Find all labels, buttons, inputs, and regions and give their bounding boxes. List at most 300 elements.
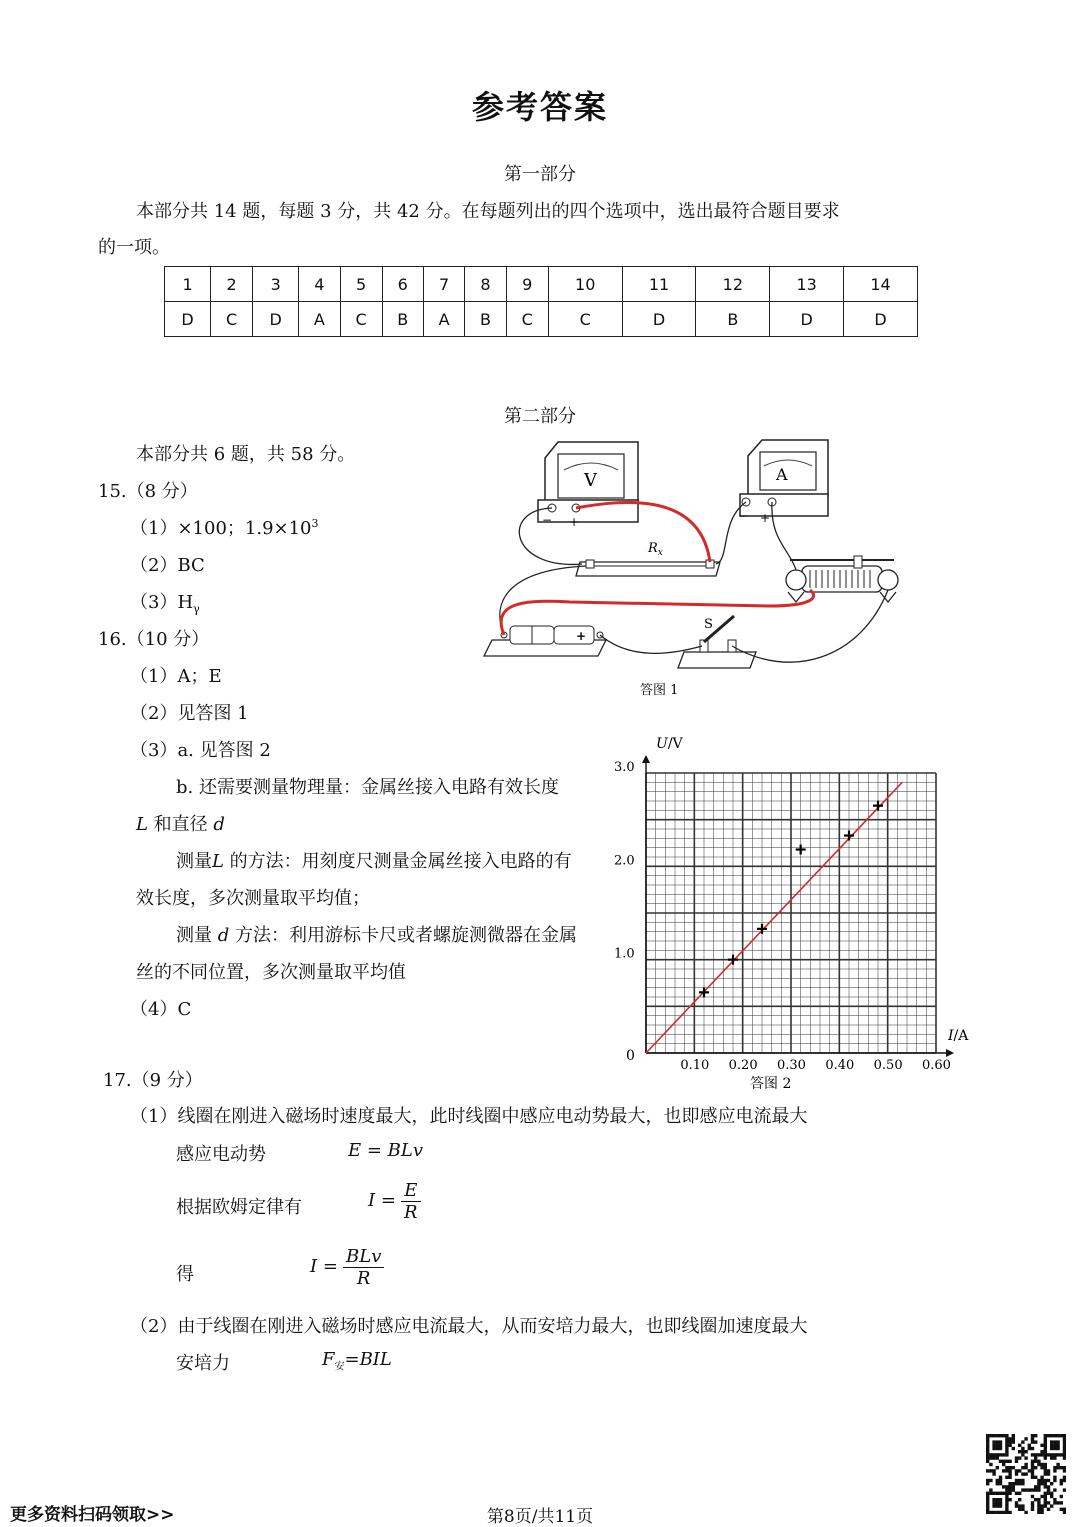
- answer-cell: C: [506, 302, 548, 337]
- qr-module: [1040, 1479, 1043, 1482]
- qr-module: [1040, 1476, 1043, 1479]
- ui-graph: [600, 730, 980, 1100]
- qr-module: [1034, 1440, 1037, 1443]
- qr-module: [989, 1492, 992, 1495]
- qr-module: [1005, 1469, 1008, 1472]
- q17-ohm-equation: I = $\frac{E}{R}$: [368, 1180, 421, 1223]
- qr-module: [1050, 1440, 1053, 1443]
- qr-module: [989, 1488, 992, 1491]
- q17-ohm-label: 根据欧姆定律有: [176, 1197, 302, 1218]
- qr-module: [1021, 1488, 1024, 1491]
- part1-heading: 第一部分: [504, 164, 576, 185]
- q15-answer-3: $(3)H_\gamma$: [130, 592, 200, 616]
- page-title: 参考答案: [471, 88, 608, 126]
- qr-module: [1047, 1434, 1050, 1437]
- qr-module: [999, 1440, 1002, 1443]
- q16-d-method-line2: 丝的不同位置，多次测量取平均值: [136, 962, 406, 983]
- x-tick-label: 0.60: [922, 1058, 951, 1073]
- qr-module: [1012, 1447, 1015, 1450]
- qr-module: [992, 1472, 995, 1475]
- qr-module: [986, 1450, 989, 1453]
- ammeter: [738, 440, 828, 525]
- question-number-cell: 5: [340, 267, 382, 302]
- graph-tick-labels: [614, 760, 951, 1073]
- qr-module: [996, 1434, 999, 1437]
- qr-module: [1044, 1479, 1047, 1482]
- footer-page-number: 第8页/共11页: [486, 1507, 594, 1527]
- qr-module: [996, 1498, 999, 1501]
- q16-answer-1: （1）A；E: [130, 666, 222, 687]
- qr-module: [999, 1492, 1002, 1495]
- qr-module: [1002, 1453, 1005, 1456]
- q17-emf-equation: E = BLv: [348, 1140, 424, 1161]
- qr-module: [999, 1460, 1002, 1463]
- qr-module: [996, 1492, 999, 1495]
- q15-answer-1: （1）×100；$1.9\times 10^3$: [130, 517, 319, 539]
- qr-module: [1012, 1440, 1015, 1443]
- qr-module: [1008, 1437, 1011, 1440]
- qr-module: [1053, 1488, 1056, 1491]
- y-tick-label: 3.0: [614, 760, 635, 775]
- q17-force-label: 安培力: [176, 1353, 230, 1374]
- qr-module: [986, 1460, 989, 1463]
- switch-label: S: [704, 617, 713, 632]
- qr-module: [1044, 1450, 1047, 1453]
- answer-table-number-row: [165, 267, 918, 302]
- qr-module: [1028, 1447, 1031, 1450]
- qr-module: [1018, 1492, 1021, 1495]
- q16-answer-3b-line1: b. 还需要测量物理量：金属丝接入电路有效长度: [176, 777, 559, 798]
- qr-module: [1034, 1498, 1037, 1501]
- qr-module: [992, 1456, 995, 1459]
- qr-module: [1034, 1453, 1037, 1456]
- qr-module: [1008, 1460, 1011, 1463]
- qr-module: [1060, 1495, 1063, 1498]
- ammeter-plus: +: [760, 511, 771, 525]
- qr-module: [1060, 1479, 1063, 1482]
- qr-module: [1005, 1485, 1008, 1488]
- question-number-cell: 11: [622, 267, 696, 302]
- qr-module: [1053, 1479, 1056, 1482]
- answer-cell: D: [253, 302, 299, 337]
- qr-module: [1002, 1463, 1005, 1466]
- qr-module: [1005, 1447, 1008, 1450]
- qr-module: [1047, 1469, 1050, 1472]
- qr-module: [996, 1456, 999, 1459]
- qr-module: [1034, 1488, 1037, 1491]
- q16-l-method-line1: 测量L 的方法：用刻度尺测量金属丝接入电路的有: [176, 851, 572, 872]
- qr-module: [1050, 1434, 1053, 1437]
- qr-module: [1034, 1485, 1037, 1488]
- q15-answer-2: （2）BC: [130, 555, 205, 576]
- qr-module: [1044, 1434, 1047, 1437]
- qr-module: [1050, 1482, 1053, 1485]
- qr-module: [1021, 1479, 1024, 1482]
- qr-module: [1037, 1485, 1040, 1488]
- qr-module: [1063, 1488, 1066, 1491]
- qr-module: [989, 1479, 992, 1482]
- qr-module: [1063, 1434, 1066, 1437]
- part1-intro-line2: 的一项。: [98, 237, 170, 258]
- qr-module: [1063, 1469, 1066, 1472]
- qr-module: [992, 1440, 995, 1443]
- x-tick-label: 0.30: [777, 1058, 806, 1073]
- qr-module: [1031, 1463, 1034, 1466]
- qr-module: [1060, 1453, 1063, 1456]
- answer-cell: B: [382, 302, 423, 337]
- answer-cell: A: [423, 302, 464, 337]
- rx-label: $R_x$: [648, 541, 663, 558]
- qr-module: [986, 1482, 989, 1485]
- answer-cell: D: [770, 302, 844, 337]
- qr-module: [992, 1498, 995, 1501]
- qr-module: [1063, 1437, 1066, 1440]
- voltmeter-plus: +: [569, 515, 580, 529]
- answer-cell: B: [696, 302, 770, 337]
- qr-module: [1037, 1498, 1040, 1501]
- q17-part2-line: （2）由于线圈在刚进入磁场时感应电流最大，从而安培力最大，也即线圈加速度最大: [130, 1316, 808, 1337]
- qr-module: [1024, 1463, 1027, 1466]
- qr-module: [1008, 1485, 1011, 1488]
- qr-module: [1008, 1444, 1011, 1447]
- qr-module: [1028, 1488, 1031, 1491]
- part1-intro-line1: 本部分共 14 题，每题 3 分，共 42 分。在每题列出的四个选项中，选出最符合题目要求: [136, 201, 840, 222]
- rheostat: [786, 556, 898, 602]
- qr-module: [992, 1447, 995, 1450]
- qr-module: [996, 1466, 999, 1469]
- qr-module: [1005, 1492, 1008, 1495]
- y-tick-label: 1.0: [614, 946, 635, 962]
- qr-module: [1008, 1466, 1011, 1469]
- qr-module: [1056, 1463, 1059, 1466]
- question-number-cell: 2: [211, 267, 253, 302]
- fig1-caption: 答图 1: [640, 683, 679, 698]
- voltmeter-minus: −: [542, 513, 553, 527]
- qr-module: [1040, 1495, 1043, 1498]
- qr-module: [999, 1453, 1002, 1456]
- qr-module: [989, 1469, 992, 1472]
- x-tick-label: 0.10: [680, 1058, 710, 1073]
- qr-module: [1005, 1434, 1008, 1437]
- qr-module: [1005, 1444, 1008, 1447]
- qr-module: [1044, 1469, 1047, 1472]
- qr-module: [1044, 1498, 1047, 1501]
- qr-module: [986, 1456, 989, 1459]
- qr-module: [992, 1469, 995, 1472]
- qr-module: [1024, 1437, 1027, 1440]
- qr-module: [1047, 1472, 1050, 1475]
- qr-module: [986, 1469, 989, 1472]
- graph-origin: 0: [626, 1048, 635, 1064]
- answer-cell: C: [340, 302, 382, 337]
- qr-module: [1015, 1472, 1018, 1475]
- qr-module: [1024, 1488, 1027, 1491]
- x-tick-label: 0.20: [728, 1058, 758, 1073]
- qr-module: [1044, 1444, 1047, 1447]
- qr-module: [1053, 1453, 1056, 1456]
- qr-module: [1044, 1495, 1047, 1498]
- data-point: [796, 845, 806, 855]
- qr-module: [1031, 1472, 1034, 1475]
- qr-module: [1047, 1453, 1050, 1456]
- qr-module: [1031, 1476, 1034, 1479]
- qr-module: [1018, 1450, 1021, 1453]
- qr-module: [1015, 1482, 1018, 1485]
- qr-module: [996, 1482, 999, 1485]
- qr-module: [1024, 1472, 1027, 1475]
- qr-module: [1015, 1469, 1018, 1472]
- qr-module: [999, 1482, 1002, 1485]
- qr-module: [989, 1456, 992, 1459]
- qr-module: [1050, 1447, 1053, 1450]
- resistor-rx: [576, 541, 720, 576]
- qr-module: [986, 1444, 989, 1447]
- qr-module: [999, 1444, 1002, 1447]
- qr-module: [1044, 1437, 1047, 1440]
- qr-module: [1021, 1466, 1024, 1469]
- qr-module: [1005, 1495, 1008, 1498]
- qr-module: [1047, 1479, 1050, 1482]
- question-number-cell: 14: [844, 267, 918, 302]
- qr-module: [996, 1440, 999, 1443]
- part2-intro: 本部分共 6 题，共 58 分。: [136, 444, 356, 465]
- qr-module: [1018, 1456, 1021, 1459]
- qr-module: [1031, 1440, 1034, 1443]
- qr-module: [1063, 1450, 1066, 1453]
- qr-module: [1060, 1466, 1063, 1469]
- qr-module: [1063, 1444, 1066, 1447]
- qr-module: [1002, 1460, 1005, 1463]
- qr-module: [999, 1476, 1002, 1479]
- voltmeter: [538, 442, 638, 529]
- qr-module: [1012, 1482, 1015, 1485]
- fig2-caption: 答图 2: [750, 1076, 792, 1092]
- qr-module: [1044, 1447, 1047, 1450]
- qr-module: [1044, 1482, 1047, 1485]
- answer-table-answer-row: [165, 302, 918, 337]
- qr-module: [1053, 1476, 1056, 1479]
- qr-module: [1056, 1440, 1059, 1443]
- qr-module: [1063, 1466, 1066, 1469]
- qr-module: [1031, 1488, 1034, 1491]
- qr-module: [1021, 1440, 1024, 1443]
- qr-module: [1008, 1498, 1011, 1501]
- qr-module: [1024, 1450, 1027, 1453]
- qr-module: [1034, 1476, 1037, 1479]
- y-axis-label: U/V: [656, 736, 683, 752]
- qr-module: [1063, 1447, 1066, 1450]
- qr-module: [1024, 1456, 1027, 1459]
- qr-module: [1053, 1469, 1056, 1472]
- circuit-diagram: [470, 430, 910, 705]
- qr-module: [1018, 1482, 1021, 1485]
- qr-module: [1002, 1485, 1005, 1488]
- q16-answer-3b-line2: L 和直径 d: [136, 814, 225, 835]
- qr-module: [1021, 1450, 1024, 1453]
- qr-module: [1031, 1469, 1034, 1472]
- qr-module: [1040, 1482, 1043, 1485]
- qr-module: [986, 1453, 989, 1456]
- question-number-cell: 8: [465, 267, 506, 302]
- question-number-cell: 6: [382, 267, 423, 302]
- qr-module: [1040, 1463, 1043, 1466]
- q17-force-equation: $F_安=BIL$: [322, 1349, 392, 1373]
- q16-answer-3a: （3）a. 见答图 2: [130, 740, 271, 761]
- qr-module: [986, 1440, 989, 1443]
- data-point: [757, 924, 767, 934]
- qr-module: [986, 1447, 989, 1450]
- qr-module: [986, 1434, 989, 1437]
- qr-module: [992, 1434, 995, 1437]
- answer-table: [164, 266, 918, 337]
- qr-module: [989, 1463, 992, 1466]
- qr-module: [1037, 1482, 1040, 1485]
- qr-module: [1047, 1485, 1050, 1488]
- qr-module: [1047, 1488, 1050, 1491]
- qr-module: [996, 1447, 999, 1450]
- x-tick-label: 0.40: [825, 1058, 855, 1073]
- x-axis-arrow: [946, 1049, 954, 1057]
- qr-module: [986, 1437, 989, 1440]
- qr-module: [1005, 1437, 1008, 1440]
- qr-module: [1018, 1498, 1021, 1501]
- q16-answer-4: （4）C: [130, 999, 192, 1020]
- qr-module: [1040, 1466, 1043, 1469]
- qr-module: [1021, 1472, 1024, 1475]
- qr-module: [1005, 1488, 1008, 1491]
- qr-module: [1044, 1453, 1047, 1456]
- ammeter-minus: −: [738, 509, 749, 523]
- qr-module: [1063, 1456, 1066, 1459]
- qr-module: [1053, 1440, 1056, 1443]
- q17-heading: 17.（9 分）: [103, 1070, 203, 1091]
- qr-module: [989, 1453, 992, 1456]
- qr-module: [1005, 1498, 1008, 1501]
- q17-result-equation: I = $\frac{\text{BLv}}{R}$: [310, 1246, 384, 1289]
- qr-module: [999, 1479, 1002, 1482]
- qr-module: [992, 1444, 995, 1447]
- qr-module: [1063, 1440, 1066, 1443]
- q16-heading: 16.（10 分）: [98, 629, 210, 650]
- qr-module: [1040, 1444, 1043, 1447]
- qr-module: [1037, 1488, 1040, 1491]
- q16-answer-2: （2）见答图 1: [130, 703, 249, 724]
- footer-scan-prompt[interactable]: 更多资料扫码领取>>: [10, 1505, 175, 1525]
- answer-cell: D: [165, 302, 211, 337]
- qr-module: [996, 1453, 999, 1456]
- qr-module: [1040, 1450, 1043, 1453]
- qr-module: [1050, 1453, 1053, 1456]
- question-number-cell: 7: [423, 267, 464, 302]
- qr-module: [986, 1492, 989, 1495]
- qr-module: [1005, 1450, 1008, 1453]
- qr-module: [1056, 1453, 1059, 1456]
- qr-module: [1015, 1456, 1018, 1459]
- qr-module: [1044, 1456, 1047, 1459]
- question-number-cell: 3: [253, 267, 299, 302]
- qr-module: [1002, 1434, 1005, 1437]
- qr-module: [1050, 1495, 1053, 1498]
- qr-module: [1044, 1463, 1047, 1466]
- qr-module: [1005, 1453, 1008, 1456]
- ammeter-label: A: [776, 465, 788, 484]
- answer-cell: D: [622, 302, 696, 337]
- question-number-cell: 10: [548, 267, 622, 302]
- qr-module: [1012, 1485, 1015, 1488]
- qr-module: [1002, 1469, 1005, 1472]
- qr-module: [1021, 1453, 1024, 1456]
- qr-module: [1053, 1466, 1056, 1469]
- qr-module: [1056, 1447, 1059, 1450]
- qr-module: [1044, 1485, 1047, 1488]
- qr-module: [1034, 1456, 1037, 1459]
- qr-module: [992, 1492, 995, 1495]
- qr-module: [999, 1447, 1002, 1450]
- qr-module: [1037, 1479, 1040, 1482]
- qr-module: [1012, 1437, 1015, 1440]
- qr-module: [1015, 1492, 1018, 1495]
- qr-module: [1008, 1440, 1011, 1443]
- qr-module: [1002, 1492, 1005, 1495]
- qr-module: [1008, 1472, 1011, 1475]
- q17-emf-label: 感应电动势: [176, 1144, 266, 1165]
- qr-module: [992, 1453, 995, 1456]
- qr-module: [1031, 1447, 1034, 1450]
- data-point: [873, 801, 883, 811]
- qr-module: [1047, 1492, 1050, 1495]
- y-axis-arrow: [642, 755, 650, 763]
- answer-cell: A: [299, 302, 340, 337]
- answer-cell: C: [211, 302, 253, 337]
- qr-module: [1056, 1466, 1059, 1469]
- qr-module: [1031, 1466, 1034, 1469]
- q16-d-method-line1: 测量 d 方法：利用游标卡尺或者螺旋测微器在金属: [176, 925, 577, 946]
- qr-module: [986, 1479, 989, 1482]
- data-point: [728, 955, 738, 965]
- qr-module: [1018, 1479, 1021, 1482]
- qr-module: [1053, 1456, 1056, 1459]
- question-number-cell: 13: [770, 267, 844, 302]
- qr-module: [1034, 1460, 1037, 1463]
- y-tick-label: 2.0: [614, 853, 635, 869]
- voltmeter-label: V: [584, 470, 597, 491]
- qr-module: [996, 1444, 999, 1447]
- question-number-cell: 1: [165, 267, 211, 302]
- qr-module: [999, 1498, 1002, 1501]
- qr-module: [1005, 1440, 1008, 1443]
- qr-module: [989, 1434, 992, 1437]
- qr-module: [1018, 1444, 1021, 1447]
- question-number-cell: 4: [299, 267, 340, 302]
- qr-module: [1050, 1456, 1053, 1459]
- graph-major-grid: [646, 773, 936, 1053]
- q17-part1-line: （1）线圈在刚进入磁场时速度最大，此时线圈中感应电动势最大，也即感应电流最大: [130, 1106, 808, 1127]
- qr-module: [1050, 1492, 1053, 1495]
- qr-module: [1063, 1476, 1066, 1479]
- qr-module: [1008, 1469, 1011, 1472]
- qr-module: [986, 1498, 989, 1501]
- qr-module: [1060, 1482, 1063, 1485]
- qr-module: [1018, 1469, 1021, 1472]
- qr-module: [1037, 1463, 1040, 1466]
- qr-module: [1005, 1460, 1008, 1463]
- qr-module: [1044, 1492, 1047, 1495]
- part2-heading: 第二部分: [504, 406, 576, 427]
- answer-cell: C: [548, 302, 622, 337]
- qr-module: [1024, 1466, 1027, 1469]
- qr-module: [1056, 1434, 1059, 1437]
- qr-module: [1053, 1434, 1056, 1437]
